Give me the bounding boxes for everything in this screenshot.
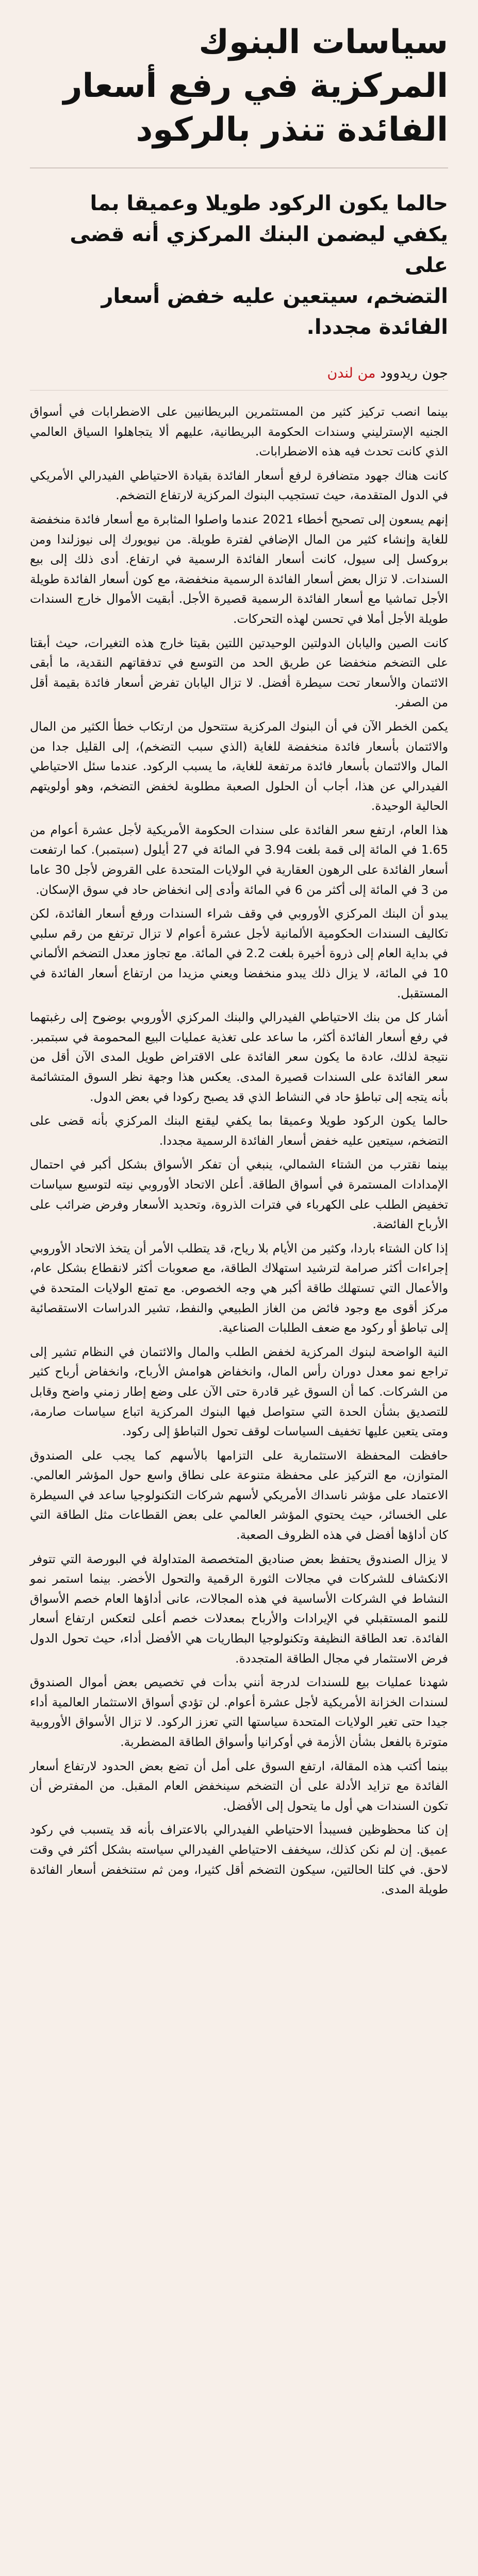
article-paragraph: شهدنا عمليات بيع للسندات لدرجة أنني بدأت في تخصيص بعض أموال الصندوق لسندات الخزانة الأمريكية لأجل عشرة أعوام. لن تؤدي أسواق الاستثمار العالمية أداء جيدا حتى تغير الولايات المتحدة سياستها التي تعزز الركود. لا تزال الأسواق الأوروبية متوترة بالفعل بشأن الأزمة في أوكرانيا وأسواق الطاقة المضطربة. [30, 1675, 448, 1749]
standfirst-line: التضخم، سيتعين عليه خفض أسعار [101, 284, 448, 308]
article-paragraph: إنهم يسعون إلى تصحيح أخطاء 2021 عندما واصلوا المثابرة مع أسعار فائدة منخفضة للغاية وإنشاء كثير من المال الإضافي لفترة طويلة. من نيويورك إلى نيوزلندا ومن بروكسل إلى سيول، كانت أسعار الفائدة الرسمية في ارتفاع. أدى ذلك إلى بيع السندات. لا تزال بعض أسعار الفائدة الرسمية منخفضة، مع كون أسعار الفائدة طويلة الأجل تماشيا مع أسعار الفائدة الرسمية قصيرة الأجل. أبقيت الأموال خارج السندات طويلة الأجل أملا في تحسن لهذه التحركات. [30, 512, 448, 626]
article-paragraph: بينما نقترب من الشتاء الشمالي، ينبغي أن تفكر الأسواق بشكل أكبر في احتمال الإمدادات المستمرة في أسواق الطاقة. أعلن الاتحاد الأوروبي نيته لتوسيع سياسات تخفيض الطلب على الكهرباء في فترات الذروة، وتحديد الأسعار وفرض ضرائب على الأرباح الفائضة. [30, 1157, 448, 1232]
standfirst-line: الفائدة مجددا. [306, 315, 448, 339]
standfirst-line: يكفي ليضمن البنك المركزي أنه قضى على [70, 223, 448, 277]
article-paragraph: كانت هناك جهود متضافرة لرفع أسعار الفائدة بقيادة الاحتياطي الفيدرالي الأمريكي في الدول المتقدمة، حيث تستجيب البنوك المركزية لارتفاع التضخم. [30, 468, 448, 503]
article-paragraph: أشار كل من بنك الاحتياطي الفيدرالي والبنك المركزي الأوروبي بوضوح إلى رغبتهما في رفع أسعار الفائدة أكثر، ما ساعد على تغذية عمليات البيع المحمومة في سبتمبر. نتيجة لذلك، عادة ما يكون سعر الفائدة على الاقتراض طويل المدى الآن أقل من سعر الفائدة على السندات قصيرة المدى. يعكس هذا وجهة نظر السوق المتشائمة بأنه يتجه إلى تباطؤ حاد في النشاط الذي قد يصبح ركودا في بعض الدول. [30, 1010, 448, 1104]
article-paragraph: لا يزال الصندوق يحتفظ بعض صناديق المتخصصة المتداولة في البورصة التي تتوفر الانكشاف للشركات في مجالات الثورة الرقمية والتحول الأخضر. بينما استمر نمو النشاط في الشركات الأساسية في هذه المجالات، عانى أداؤها العام خصم الأسواق للنمو المستقبلي في الإيرادات والأرباح بمعدلات خصم أعلى لتعكس ارتفاع أسعار الفائدة. تعد الطاقة النظيفة وتكنولوجيا البطاريات هي الأفضل أداء، حيث تحول الدول فرض الاستثمار في مجال الطاقة المتجددة. [30, 1551, 448, 1666]
dateline-location: من لندن [327, 365, 376, 381]
byline-divider [30, 390, 448, 391]
byline [30, 364, 448, 383]
article-paragraph: النية الواضحة لبنوك المركزية لخفض الطلب والمال والائتمان في النظام تشير إلى تراجع نمو معدل دوران رأس المال، وانخفاض هوامش الأرباح، وانخفاض أرباح كثير من الشركات. كما أن السوق غير قادرة حتى الآن على وضع إطار زمني واضح وقابل للتصديق بشأن الحدة التي ستواصل فيها البنوك المركزية اتباع سياسات صارمة، ومتى يتعين عليها تخفيف السياسات لوقف تحول التباطؤ إلى ركود. [30, 1344, 448, 1439]
article-paragraph: إن كنا محظوظين فسيبدأ الاحتياطي الفيدرالي بالاعتراف بأنه قد يتسبب في ركود عميق. إن لم نكن كذلك، سيخفف الاحتياطي الفيدرالي سياسته بشكل أكثر في وقت لاحق. في كلتا الحالتين، سيكون التضخم أقل كثيرا، ومن ثم ستنخفض أسعار الفائدة طويلة المدى. [30, 1822, 448, 1897]
article-paragraph: هذا العام، ارتفع سعر الفائدة على سندات الحكومة الأمريكية لأجل عشرة أعوام من 1.65 في المائة إلى قمة بلغت 3.94 في المائة في 27 أيلول (سبتمبر). كما ارتفعت أسعار الفائدة على الرهون العقارية في الولايات المتحدة على القروض لأجل 30 عاما من 3 في المائة إلى أكثر من 6 في المائة وأدى إلى انخفاض حاد في سوق الإسكان. [30, 822, 448, 897]
headline-line: الفائدة تنذر بالركود [136, 111, 448, 149]
article-paragraph: يكمن الخطر الآن في أن البنوك المركزية ستتحول من ارتكاب خطأ الكثير من المال والائتمان بأسعار فائدة منخفضة للغاية (الذي سبب التضخم)، إلى القليل جدا من المال والائتمان بأسعار فائدة مرتفعة للغاية، ما يسبب الركود. عندما سئل الاحتياطي الفيدرالي عن هذا، أجاب أن الحلول الصعبة مطلوبة لخفض التضخم، وهو أولويتهم الحالية الوحيدة. [30, 719, 448, 814]
article-paragraph: كانت الصين واليابان الدولتين الوحيدتين اللتين بقيتا خارج هذه التغيرات، حيث أبقتا على التضخم منخفضا عن طريق الحد من التوسع في تدفقاتهم النقدية، ما أبقى الائتمان والأسعار تحت سيطرة أفضل. لا تزال اليابان تفرض أسعار فائدة بقيمة أقل من الصفر. [30, 635, 448, 710]
article-paragraph: بينما انصب تركيز كثير من المستثمرين البريطانيين على الاضطرابات في أسواق الجنيه الإسترليني وسندات الحكومة البريطانية، عليهم ألا يتجاهلوا السياق العالمي الذي كانت تحدث فيه هذه الاضطرابات. [30, 404, 448, 459]
standfirst-line: حالما يكون الركود طويلا وعميقا بما [90, 192, 448, 215]
article-body [30, 402, 448, 1900]
headline-line: المركزية في رفع أسعار [63, 67, 448, 105]
article-paragraph: إذا كان الشتاء باردا، وكثير من الأيام بلا رياح، قد يتطلب الأمر أن يتخذ الاتحاد الأوروبي إجراءات أكثر صرامة لترشيد استهلاك الطاقة، مع صعوبات أكثر لانقطاع بشكل عام، والأعمال التي تستهلك طاقة أكبر هي وجه الخصوص. مع تمتع الولايات المتحدة في مركز أقوى مع وجود فائض من الغاز الطبيعي والنفط، تشير الدراسات الاستقصائية إلى تباطؤ أو ركود مع ضعف الطلبات الصناعية. [30, 1241, 448, 1335]
article-standfirst [30, 188, 448, 343]
author-name: جون ريدوود [380, 365, 448, 381]
article-paragraph: حافظت المحفظة الاستثمارية على التزامها بالأسهم كما يجب على الصندوق المتوازن، مع التركيز على محفظة متنوعة على نطاق واسع حول المؤشر العالمي. الاعتماد على مؤشر ناسداك الأمريكي لأسهم شركات التكنولوجيا ساعد في السيطرة على الخسائر، حيث يحتوي المؤشر العالمي على بعض القطاعات مثل الطاقة التي كان أداؤها أفضل في هذه الظروف الصعبة. [30, 1448, 448, 1543]
headline-divider [30, 167, 448, 168]
headline-line: سياسات البنوك [199, 23, 448, 61]
article-paragraph: حالما يكون الركود طويلا وعميقا بما يكفي ليقنع البنك المركزي بأنه قضى على التضخم، سيتعين عليه خفض أسعار الفائدة الرسمية مجددا. [30, 1113, 448, 1148]
article-paragraph: يبدو أن البنك المركزي الأوروبي في وقف شراء السندات ورفع أسعار الفائدة، لكن تكاليف السندات الحكومية الألمانية لأجل عشرة أعوام لا تزال ترتفع من رقم سلبي في بداية العام إلى ذروة أخيرة بلغت 2.2 في المائة. مع تجاوز معدل التضخم الألماني 10 في المائة، لا يزال ذلك يبدو منخفضا ويعني مزيدا من ارتفاع أسعار الفائدة في المستقبل. [30, 906, 448, 1001]
article-headline [30, 21, 448, 152]
article-paragraph: بينما أكتب هذه المقالة، ارتفع السوق على أمل أن تضع بعض الحدود لارتفاع أسعار الفائدة مع تزايد الأدلة على أن التضخم سينخفض العام المقبل. من المفترض أن تكون السندات هي أول ما يتحول إلى الأفضل. [30, 1758, 448, 1813]
